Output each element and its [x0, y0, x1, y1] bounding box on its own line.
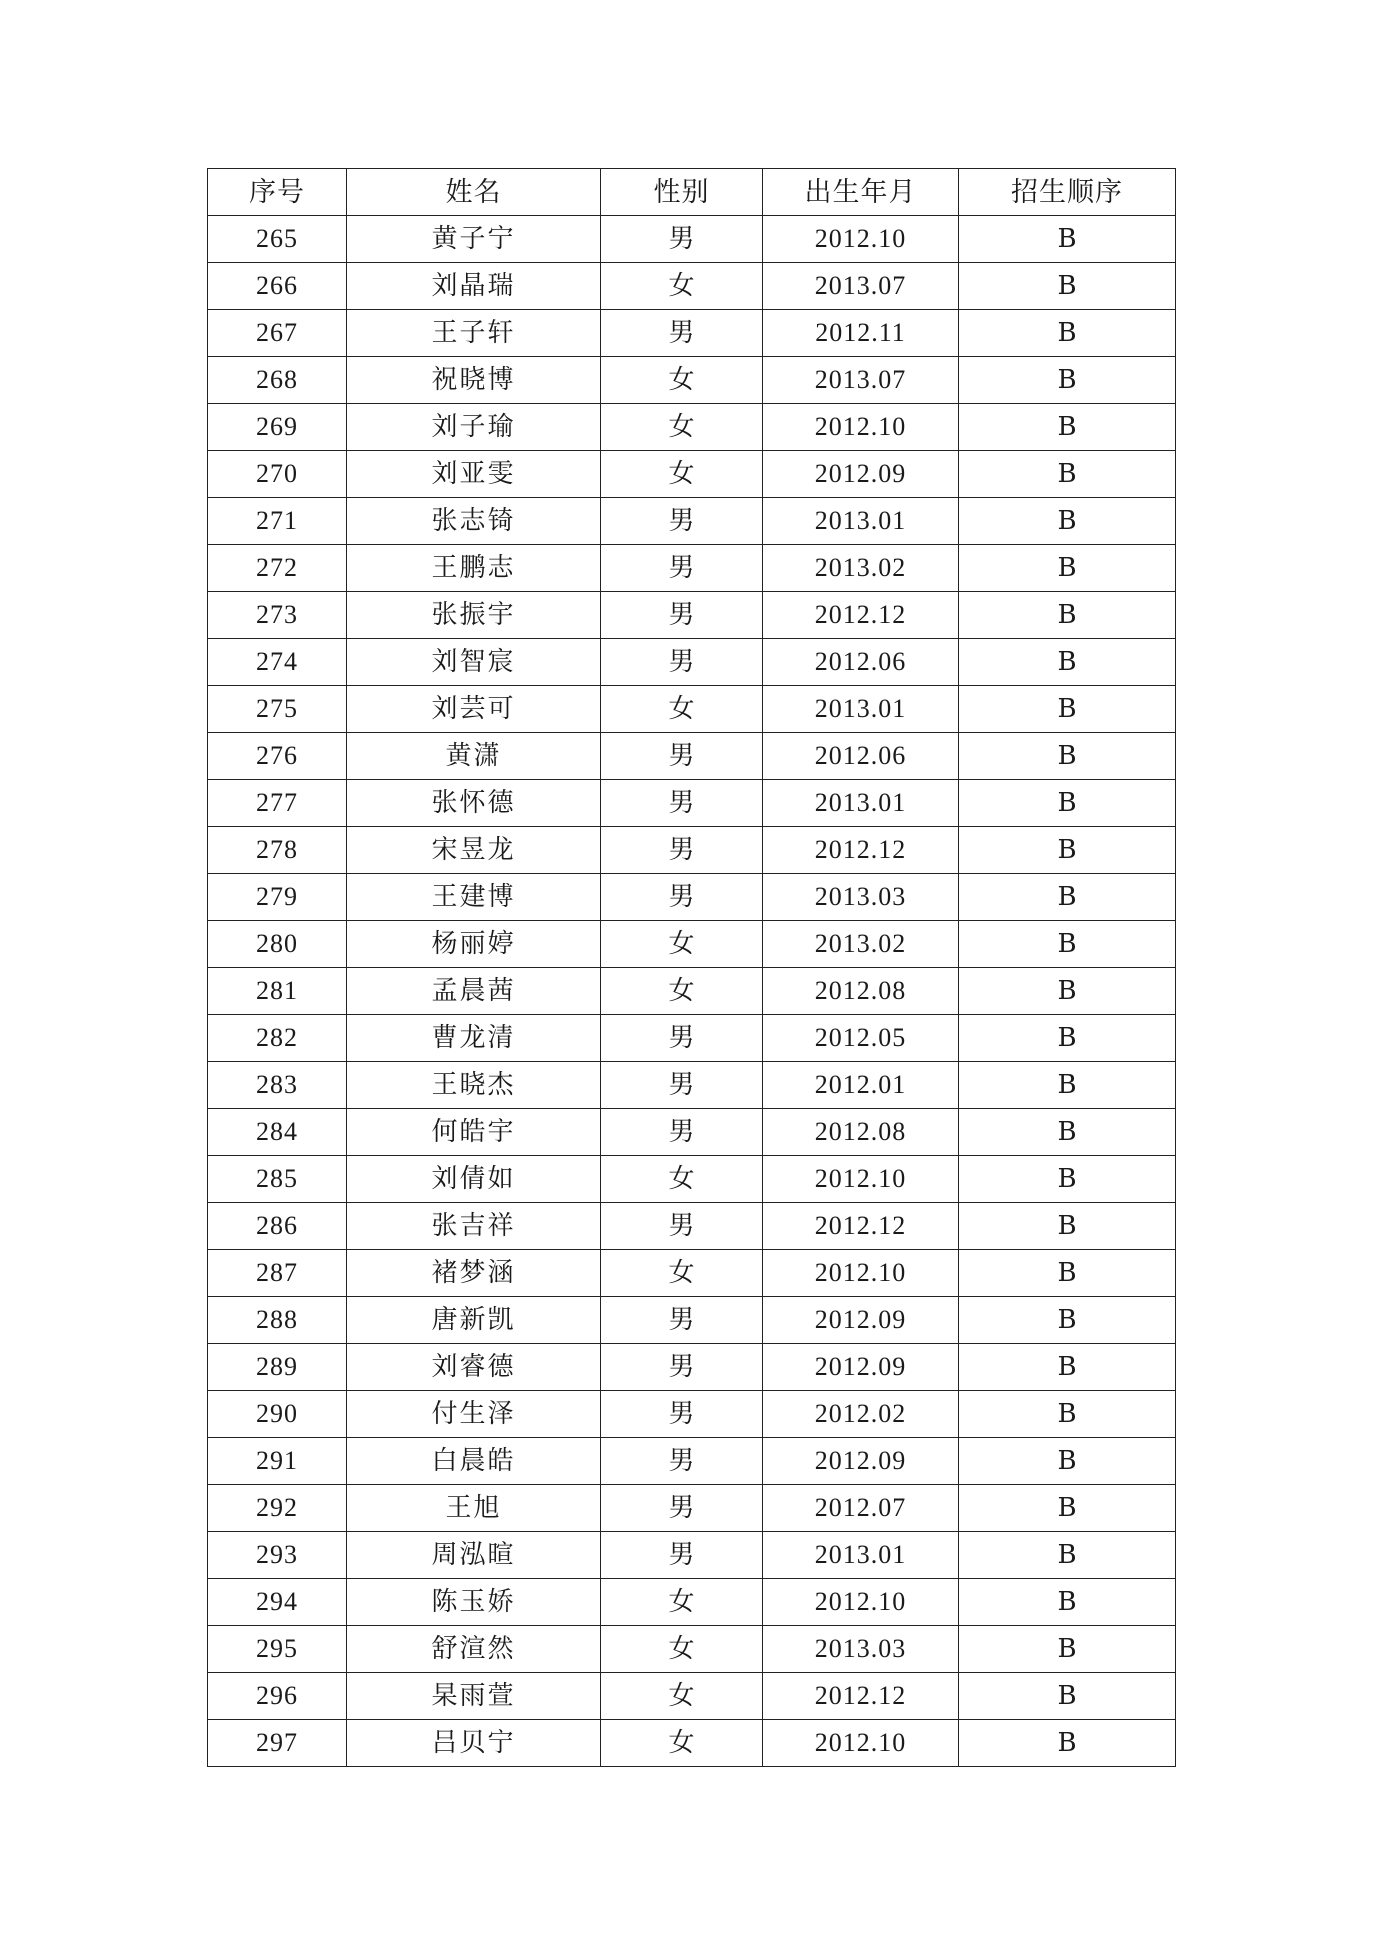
- cell-name: 王子轩: [347, 310, 601, 357]
- cell-birth-date: 2012.05: [763, 1015, 959, 1062]
- cell-gender: 女: [601, 921, 763, 968]
- cell-admission-order: B: [959, 1250, 1176, 1297]
- cell-gender: 男: [601, 780, 763, 827]
- table-row: [208, 1673, 1176, 1720]
- cell-serial-number: 273: [208, 592, 347, 639]
- cell-birth-date: 2013.07: [763, 263, 959, 310]
- table-row: [208, 1626, 1176, 1673]
- cell-serial-number: 272: [208, 545, 347, 592]
- table-row: [208, 1344, 1176, 1391]
- cell-admission-order: B: [959, 1015, 1176, 1062]
- cell-serial-number: 267: [208, 310, 347, 357]
- cell-name: 张怀德: [347, 780, 601, 827]
- cell-serial-number: 276: [208, 733, 347, 780]
- cell-serial-number: 295: [208, 1626, 347, 1673]
- cell-birth-date: 2012.11: [763, 310, 959, 357]
- cell-serial-number: 283: [208, 1062, 347, 1109]
- cell-gender: 女: [601, 1579, 763, 1626]
- cell-admission-order: B: [959, 1626, 1176, 1673]
- table-row: [208, 357, 1176, 404]
- cell-birth-date: 2012.10: [763, 1720, 959, 1767]
- cell-birth-date: 2012.09: [763, 451, 959, 498]
- cell-serial-number: 275: [208, 686, 347, 733]
- header-gender: 性别: [601, 169, 763, 216]
- cell-name: 黄潇: [347, 733, 601, 780]
- cell-gender: 男: [601, 310, 763, 357]
- table-row: [208, 733, 1176, 780]
- cell-birth-date: 2012.09: [763, 1344, 959, 1391]
- cell-gender: 男: [601, 733, 763, 780]
- cell-serial-number: 271: [208, 498, 347, 545]
- cell-gender: 女: [601, 686, 763, 733]
- cell-serial-number: 297: [208, 1720, 347, 1767]
- cell-admission-order: B: [959, 1485, 1176, 1532]
- cell-admission-order: B: [959, 1156, 1176, 1203]
- cell-birth-date: 2012.10: [763, 1579, 959, 1626]
- cell-serial-number: 293: [208, 1532, 347, 1579]
- cell-admission-order: B: [959, 921, 1176, 968]
- cell-name: 刘晶瑞: [347, 263, 601, 310]
- cell-admission-order: B: [959, 1673, 1176, 1720]
- cell-name: 刘子瑜: [347, 404, 601, 451]
- table-row: [208, 921, 1176, 968]
- cell-birth-date: 2013.02: [763, 921, 959, 968]
- table-row: [208, 310, 1176, 357]
- cell-admission-order: B: [959, 874, 1176, 921]
- cell-serial-number: 281: [208, 968, 347, 1015]
- cell-birth-date: 2013.01: [763, 498, 959, 545]
- student-roster-table: [207, 168, 1176, 1767]
- cell-birth-date: 2012.07: [763, 1485, 959, 1532]
- cell-serial-number: 266: [208, 263, 347, 310]
- table-row: [208, 1156, 1176, 1203]
- cell-admission-order: B: [959, 1203, 1176, 1250]
- cell-serial-number: 270: [208, 451, 347, 498]
- table-body: [208, 216, 1176, 1767]
- cell-gender: 男: [601, 1062, 763, 1109]
- cell-admission-order: B: [959, 1297, 1176, 1344]
- table-row: [208, 968, 1176, 1015]
- cell-gender: 男: [601, 1344, 763, 1391]
- cell-gender: 女: [601, 968, 763, 1015]
- table-row: [208, 1485, 1176, 1532]
- table-row: [208, 1203, 1176, 1250]
- cell-serial-number: 277: [208, 780, 347, 827]
- table-row: [208, 1720, 1176, 1767]
- cell-gender: 女: [601, 1720, 763, 1767]
- cell-name: 刘倩如: [347, 1156, 601, 1203]
- cell-serial-number: 292: [208, 1485, 347, 1532]
- table-row: [208, 498, 1176, 545]
- table-row: [208, 1250, 1176, 1297]
- cell-birth-date: 2012.09: [763, 1297, 959, 1344]
- cell-birth-date: 2012.08: [763, 1109, 959, 1156]
- cell-name: 孟晨茜: [347, 968, 601, 1015]
- cell-admission-order: B: [959, 1344, 1176, 1391]
- table-row: [208, 451, 1176, 498]
- cell-name: 白晨皓: [347, 1438, 601, 1485]
- cell-gender: 男: [601, 1109, 763, 1156]
- cell-gender: 女: [601, 263, 763, 310]
- cell-birth-date: 2012.08: [763, 968, 959, 1015]
- cell-serial-number: 268: [208, 357, 347, 404]
- cell-gender: 男: [601, 1203, 763, 1250]
- cell-name: 舒渲然: [347, 1626, 601, 1673]
- cell-birth-date: 2012.06: [763, 639, 959, 686]
- cell-serial-number: 289: [208, 1344, 347, 1391]
- cell-serial-number: 291: [208, 1438, 347, 1485]
- table-row: [208, 686, 1176, 733]
- cell-gender: 男: [601, 874, 763, 921]
- cell-admission-order: B: [959, 733, 1176, 780]
- cell-name: 唐新凯: [347, 1297, 601, 1344]
- cell-admission-order: B: [959, 1109, 1176, 1156]
- cell-serial-number: 288: [208, 1297, 347, 1344]
- cell-birth-date: 2012.12: [763, 1673, 959, 1720]
- cell-serial-number: 278: [208, 827, 347, 874]
- header-admission-order: 招生顺序: [959, 169, 1176, 216]
- table-row: [208, 827, 1176, 874]
- cell-admission-order: B: [959, 639, 1176, 686]
- cell-admission-order: B: [959, 686, 1176, 733]
- cell-admission-order: B: [959, 545, 1176, 592]
- cell-admission-order: B: [959, 1391, 1176, 1438]
- cell-gender: 男: [601, 1391, 763, 1438]
- cell-birth-date: 2013.01: [763, 780, 959, 827]
- cell-gender: 男: [601, 216, 763, 263]
- cell-name: 张吉祥: [347, 1203, 601, 1250]
- table-row: [208, 263, 1176, 310]
- cell-serial-number: 265: [208, 216, 347, 263]
- cell-gender: 男: [601, 1532, 763, 1579]
- cell-birth-date: 2013.03: [763, 874, 959, 921]
- cell-birth-date: 2013.02: [763, 545, 959, 592]
- cell-birth-date: 2013.07: [763, 357, 959, 404]
- cell-birth-date: 2012.12: [763, 1203, 959, 1250]
- cell-name: 祝晓博: [347, 357, 601, 404]
- cell-admission-order: B: [959, 498, 1176, 545]
- cell-serial-number: 279: [208, 874, 347, 921]
- cell-admission-order: B: [959, 310, 1176, 357]
- cell-name: 张振宇: [347, 592, 601, 639]
- cell-name: 王建博: [347, 874, 601, 921]
- cell-birth-date: 2012.10: [763, 1250, 959, 1297]
- cell-birth-date: 2012.10: [763, 1156, 959, 1203]
- cell-name: 黄子宁: [347, 216, 601, 263]
- cell-serial-number: 287: [208, 1250, 347, 1297]
- cell-serial-number: 274: [208, 639, 347, 686]
- cell-name: 杨丽婷: [347, 921, 601, 968]
- cell-name: 周泓暄: [347, 1532, 601, 1579]
- cell-serial-number: 285: [208, 1156, 347, 1203]
- cell-admission-order: B: [959, 1532, 1176, 1579]
- cell-gender: 男: [601, 545, 763, 592]
- cell-admission-order: B: [959, 357, 1176, 404]
- cell-serial-number: 282: [208, 1015, 347, 1062]
- cell-admission-order: B: [959, 404, 1176, 451]
- cell-birth-date: 2012.10: [763, 404, 959, 451]
- cell-serial-number: 269: [208, 404, 347, 451]
- cell-gender: 女: [601, 1156, 763, 1203]
- cell-admission-order: B: [959, 216, 1176, 263]
- cell-gender: 男: [601, 592, 763, 639]
- cell-birth-date: 2012.09: [763, 1438, 959, 1485]
- header-serial-number: 序号: [208, 169, 347, 216]
- table-row: [208, 545, 1176, 592]
- cell-name: 付生泽: [347, 1391, 601, 1438]
- cell-gender: 女: [601, 451, 763, 498]
- table-row: [208, 1015, 1176, 1062]
- cell-name: 曹龙清: [347, 1015, 601, 1062]
- cell-birth-date: 2013.01: [763, 686, 959, 733]
- cell-birth-date: 2012.12: [763, 827, 959, 874]
- cell-admission-order: B: [959, 1062, 1176, 1109]
- cell-gender: 女: [601, 1626, 763, 1673]
- cell-serial-number: 286: [208, 1203, 347, 1250]
- cell-name: 刘智宸: [347, 639, 601, 686]
- table-row: [208, 1438, 1176, 1485]
- table-row: [208, 639, 1176, 686]
- table-row: [208, 1062, 1176, 1109]
- cell-name: 刘芸可: [347, 686, 601, 733]
- cell-gender: 女: [601, 404, 763, 451]
- cell-gender: 男: [601, 1297, 763, 1344]
- cell-name: 宋昱龙: [347, 827, 601, 874]
- cell-admission-order: B: [959, 968, 1176, 1015]
- cell-gender: 男: [601, 498, 763, 545]
- cell-serial-number: 284: [208, 1109, 347, 1156]
- cell-gender: 男: [601, 1015, 763, 1062]
- cell-birth-date: 2012.02: [763, 1391, 959, 1438]
- cell-admission-order: B: [959, 1438, 1176, 1485]
- cell-name: 刘睿德: [347, 1344, 601, 1391]
- cell-serial-number: 296: [208, 1673, 347, 1720]
- cell-serial-number: 280: [208, 921, 347, 968]
- table-row: [208, 404, 1176, 451]
- cell-gender: 男: [601, 827, 763, 874]
- table-header-row: [208, 169, 1176, 216]
- cell-admission-order: B: [959, 451, 1176, 498]
- cell-name: 褚梦涵: [347, 1250, 601, 1297]
- cell-name: 杲雨萱: [347, 1673, 601, 1720]
- table-row: [208, 874, 1176, 921]
- cell-name: 王鹏志: [347, 545, 601, 592]
- table-row: [208, 1297, 1176, 1344]
- table-row: [208, 1391, 1176, 1438]
- cell-gender: 男: [601, 1438, 763, 1485]
- cell-name: 何皓宇: [347, 1109, 601, 1156]
- cell-serial-number: 290: [208, 1391, 347, 1438]
- cell-name: 王旭: [347, 1485, 601, 1532]
- cell-name: 刘亚雯: [347, 451, 601, 498]
- cell-gender: 男: [601, 639, 763, 686]
- cell-admission-order: B: [959, 780, 1176, 827]
- table-row: [208, 592, 1176, 639]
- cell-gender: 女: [601, 1673, 763, 1720]
- cell-admission-order: B: [959, 827, 1176, 874]
- table-row: [208, 1579, 1176, 1626]
- cell-birth-date: 2012.10: [763, 216, 959, 263]
- header-birth-date: 出生年月: [763, 169, 959, 216]
- cell-admission-order: B: [959, 592, 1176, 639]
- header-name: 姓名: [347, 169, 601, 216]
- cell-admission-order: B: [959, 263, 1176, 310]
- cell-birth-date: 2013.01: [763, 1532, 959, 1579]
- cell-gender: 男: [601, 1485, 763, 1532]
- cell-name: 王晓杰: [347, 1062, 601, 1109]
- table-row: [208, 1532, 1176, 1579]
- cell-birth-date: 2013.03: [763, 1626, 959, 1673]
- cell-gender: 女: [601, 357, 763, 404]
- cell-name: 吕贝宁: [347, 1720, 601, 1767]
- cell-admission-order: B: [959, 1579, 1176, 1626]
- cell-birth-date: 2012.12: [763, 592, 959, 639]
- table-row: [208, 780, 1176, 827]
- cell-gender: 女: [601, 1250, 763, 1297]
- cell-serial-number: 294: [208, 1579, 347, 1626]
- cell-birth-date: 2012.06: [763, 733, 959, 780]
- cell-name: 张志锜: [347, 498, 601, 545]
- table-row: [208, 216, 1176, 263]
- cell-admission-order: B: [959, 1720, 1176, 1767]
- cell-birth-date: 2012.01: [763, 1062, 959, 1109]
- cell-name: 陈玉娇: [347, 1579, 601, 1626]
- table-row: [208, 1109, 1176, 1156]
